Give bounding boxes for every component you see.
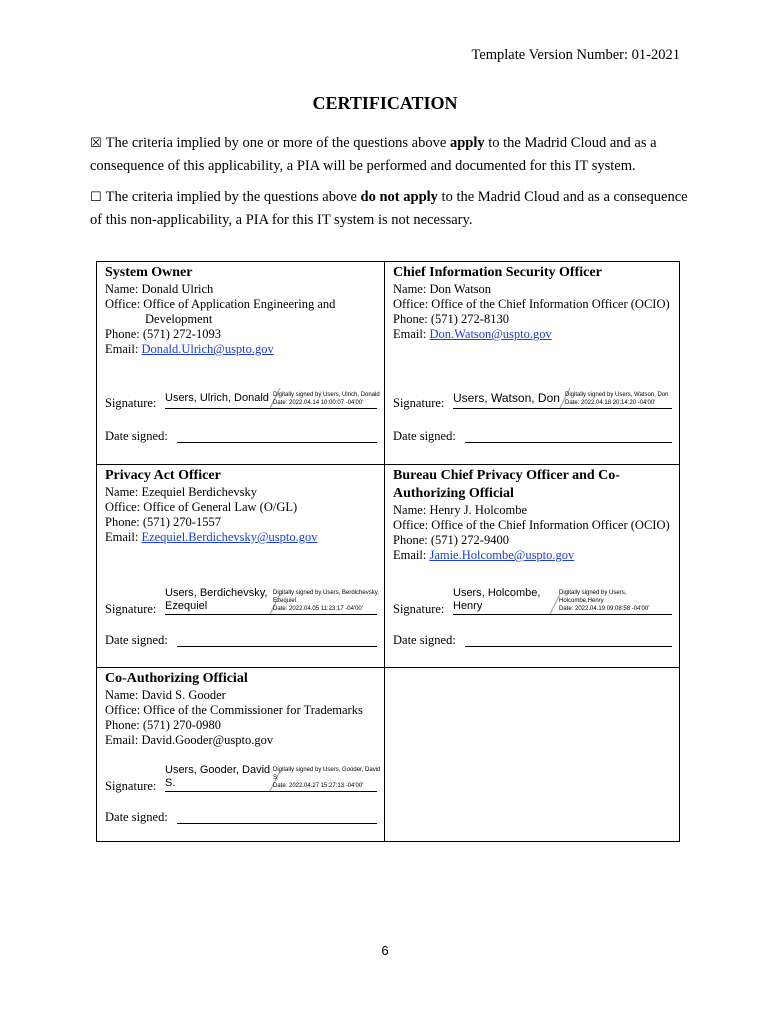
digital-signature-name[interactable]: Users, Watson, Don xyxy=(453,391,560,405)
page-title: CERTIFICATION xyxy=(312,93,458,113)
official-phone: Phone: (571) 272-8130 xyxy=(393,312,509,326)
date-signed-label: Date signed: xyxy=(105,810,168,824)
official-phone: Phone: (571) 270-0980 xyxy=(105,718,221,732)
official-phone: Phone: (571) 272-1093 xyxy=(105,327,221,341)
signature-label: Signature: xyxy=(393,396,445,410)
date-signed-label: Date signed: xyxy=(393,633,456,647)
signature-line xyxy=(453,614,672,615)
criteria-apply-post: to the Madrid Cloud and as a consequence of this applicability, a PIA will be performed and documented for this IT system. xyxy=(90,135,657,174)
role-title: Bureau Chief Privacy Officer and Co-Authorizing Official xyxy=(393,468,620,501)
role-title: Privacy Act Officer xyxy=(105,468,221,483)
official-phone: Phone: (571) 272-9400 xyxy=(393,533,509,547)
email-link[interactable]: Donald.Ulrich@uspto.gov xyxy=(141,342,274,356)
privacy-act-officer-cell xyxy=(97,465,385,668)
digital-signature-meta: Digitally signed by Users, Watson, Don Date: 2022.04.18 20:14:20 -04'00' xyxy=(565,392,669,406)
official-office: Office: Office of the Chief Information Officer (OCIO) xyxy=(393,297,670,311)
official-office: Office: Office of Application Engineering and xyxy=(105,297,336,311)
date-signed-line xyxy=(177,823,377,824)
email-text: David.Gooder@uspto.gov xyxy=(141,733,274,747)
email-label: Email: xyxy=(105,530,142,544)
digital-signature-meta: Digitally signed by Users, Ulrich, Donald Date: 2022.04.14 10:00:07 -04'00' xyxy=(273,392,380,406)
signature-block xyxy=(105,387,380,411)
email-label: Email: xyxy=(393,327,430,341)
template-version: Template Version Number: 01-2021 xyxy=(471,47,680,63)
criteria-apply xyxy=(90,132,690,177)
official-office: Office: Office of the Chief Information Officer (OCIO) xyxy=(393,518,670,532)
official-name: Name: Don Watson xyxy=(393,282,492,296)
role-title: Co-Authorizing Official xyxy=(105,671,248,686)
email-label: Email: xyxy=(105,733,142,747)
digital-signature-name[interactable]: Users, Gooder, David S. xyxy=(165,764,271,789)
date-signed-block xyxy=(105,633,377,649)
email-link[interactable]: Jamie.Holcombe@uspto.gov xyxy=(429,548,575,562)
criteria-not-apply-pre: The criteria implied by the questions above xyxy=(105,189,361,205)
criteria-not-apply-bold: do not apply xyxy=(360,189,438,205)
official-name: Name: Donald Ulrich xyxy=(105,282,214,296)
date-signed-label: Date signed: xyxy=(105,633,168,647)
empty-cell xyxy=(385,668,680,842)
date-signed-line xyxy=(177,442,377,443)
email-label: Email: xyxy=(393,548,430,562)
role-title: Chief Information Security Officer xyxy=(393,265,602,280)
criteria-not-apply xyxy=(90,186,690,231)
certification-table xyxy=(96,261,680,842)
date-signed-label: Date signed: xyxy=(393,429,456,443)
criteria-not-apply-post: to the Madrid Cloud and as a consequence of this non-applicability, a PIA for this IT system is not necessary. xyxy=(90,189,688,228)
signature-block xyxy=(105,764,381,794)
official-office: Office: Office of General Law (O/GL) xyxy=(105,500,298,514)
official-office-cont: Development xyxy=(145,312,213,326)
criteria-apply-bold: apply xyxy=(449,135,485,151)
official-office: Office: Office of the Commissioner for Trademarks xyxy=(105,703,363,717)
date-signed-line xyxy=(465,646,672,647)
date-signed-line xyxy=(465,442,672,443)
digital-signature-meta: Digitally signed by Users, Holcombe,Henry Date: 2022.04.19 09:08:58 -04'00' xyxy=(559,590,650,612)
checked-box-icon: ☒ xyxy=(90,136,102,151)
bureau-chief-cell xyxy=(385,465,680,668)
ciso-cell xyxy=(385,262,680,465)
official-phone: Phone: (571) 270-1557 xyxy=(105,515,221,529)
system-owner-cell xyxy=(97,262,385,465)
digital-signature-meta: Digitally signed by Users, Gooder, David S. Date: 2022.04.27 15:27:13 -04'00' xyxy=(273,767,381,789)
signature-block xyxy=(393,587,672,617)
co-authorizing-cell xyxy=(97,668,385,842)
official-name: Name: David S. Gooder xyxy=(105,688,226,702)
page-number: 6 xyxy=(381,943,389,958)
signature-label: Signature: xyxy=(105,779,157,793)
date-signed-label: Date signed: xyxy=(105,429,168,443)
email-link[interactable]: Don.Watson@uspto.gov xyxy=(429,327,552,341)
digital-signature-meta: Digitally signed by Users, Berdichevsky, Ezequiel Date: 2022.04.05 11:23:17 -04'00' xyxy=(273,590,379,612)
email-label: Email: xyxy=(105,342,142,356)
digital-signature-name[interactable]: Users, Berdichevsky, Ezequiel xyxy=(165,587,268,612)
date-signed-line xyxy=(177,646,377,647)
signature-label: Signature: xyxy=(105,396,157,410)
date-signed-block xyxy=(105,810,377,826)
email-link[interactable]: Ezequiel.Berdichevsky@uspto.gov xyxy=(141,530,318,544)
date-signed-block xyxy=(105,429,377,445)
unchecked-box-icon: ☐ xyxy=(90,190,102,205)
criteria-apply-pre: The criteria implied by one or more of the questions above xyxy=(105,135,450,151)
official-name: Name: Henry J. Holcombe xyxy=(393,503,527,517)
digital-signature-name[interactable]: Users, Holcombe, Henry xyxy=(453,587,541,612)
official-name: Name: Ezequiel Berdichevsky xyxy=(105,485,258,499)
date-signed-block xyxy=(393,429,672,445)
signature-block xyxy=(393,387,672,411)
signature-label: Signature: xyxy=(105,602,157,616)
date-signed-block xyxy=(393,633,672,649)
digital-signature-name[interactable]: Users, Ulrich, Donald xyxy=(165,392,269,404)
signature-label: Signature: xyxy=(393,602,445,616)
role-title: System Owner xyxy=(105,265,193,280)
signature-block xyxy=(105,587,377,617)
